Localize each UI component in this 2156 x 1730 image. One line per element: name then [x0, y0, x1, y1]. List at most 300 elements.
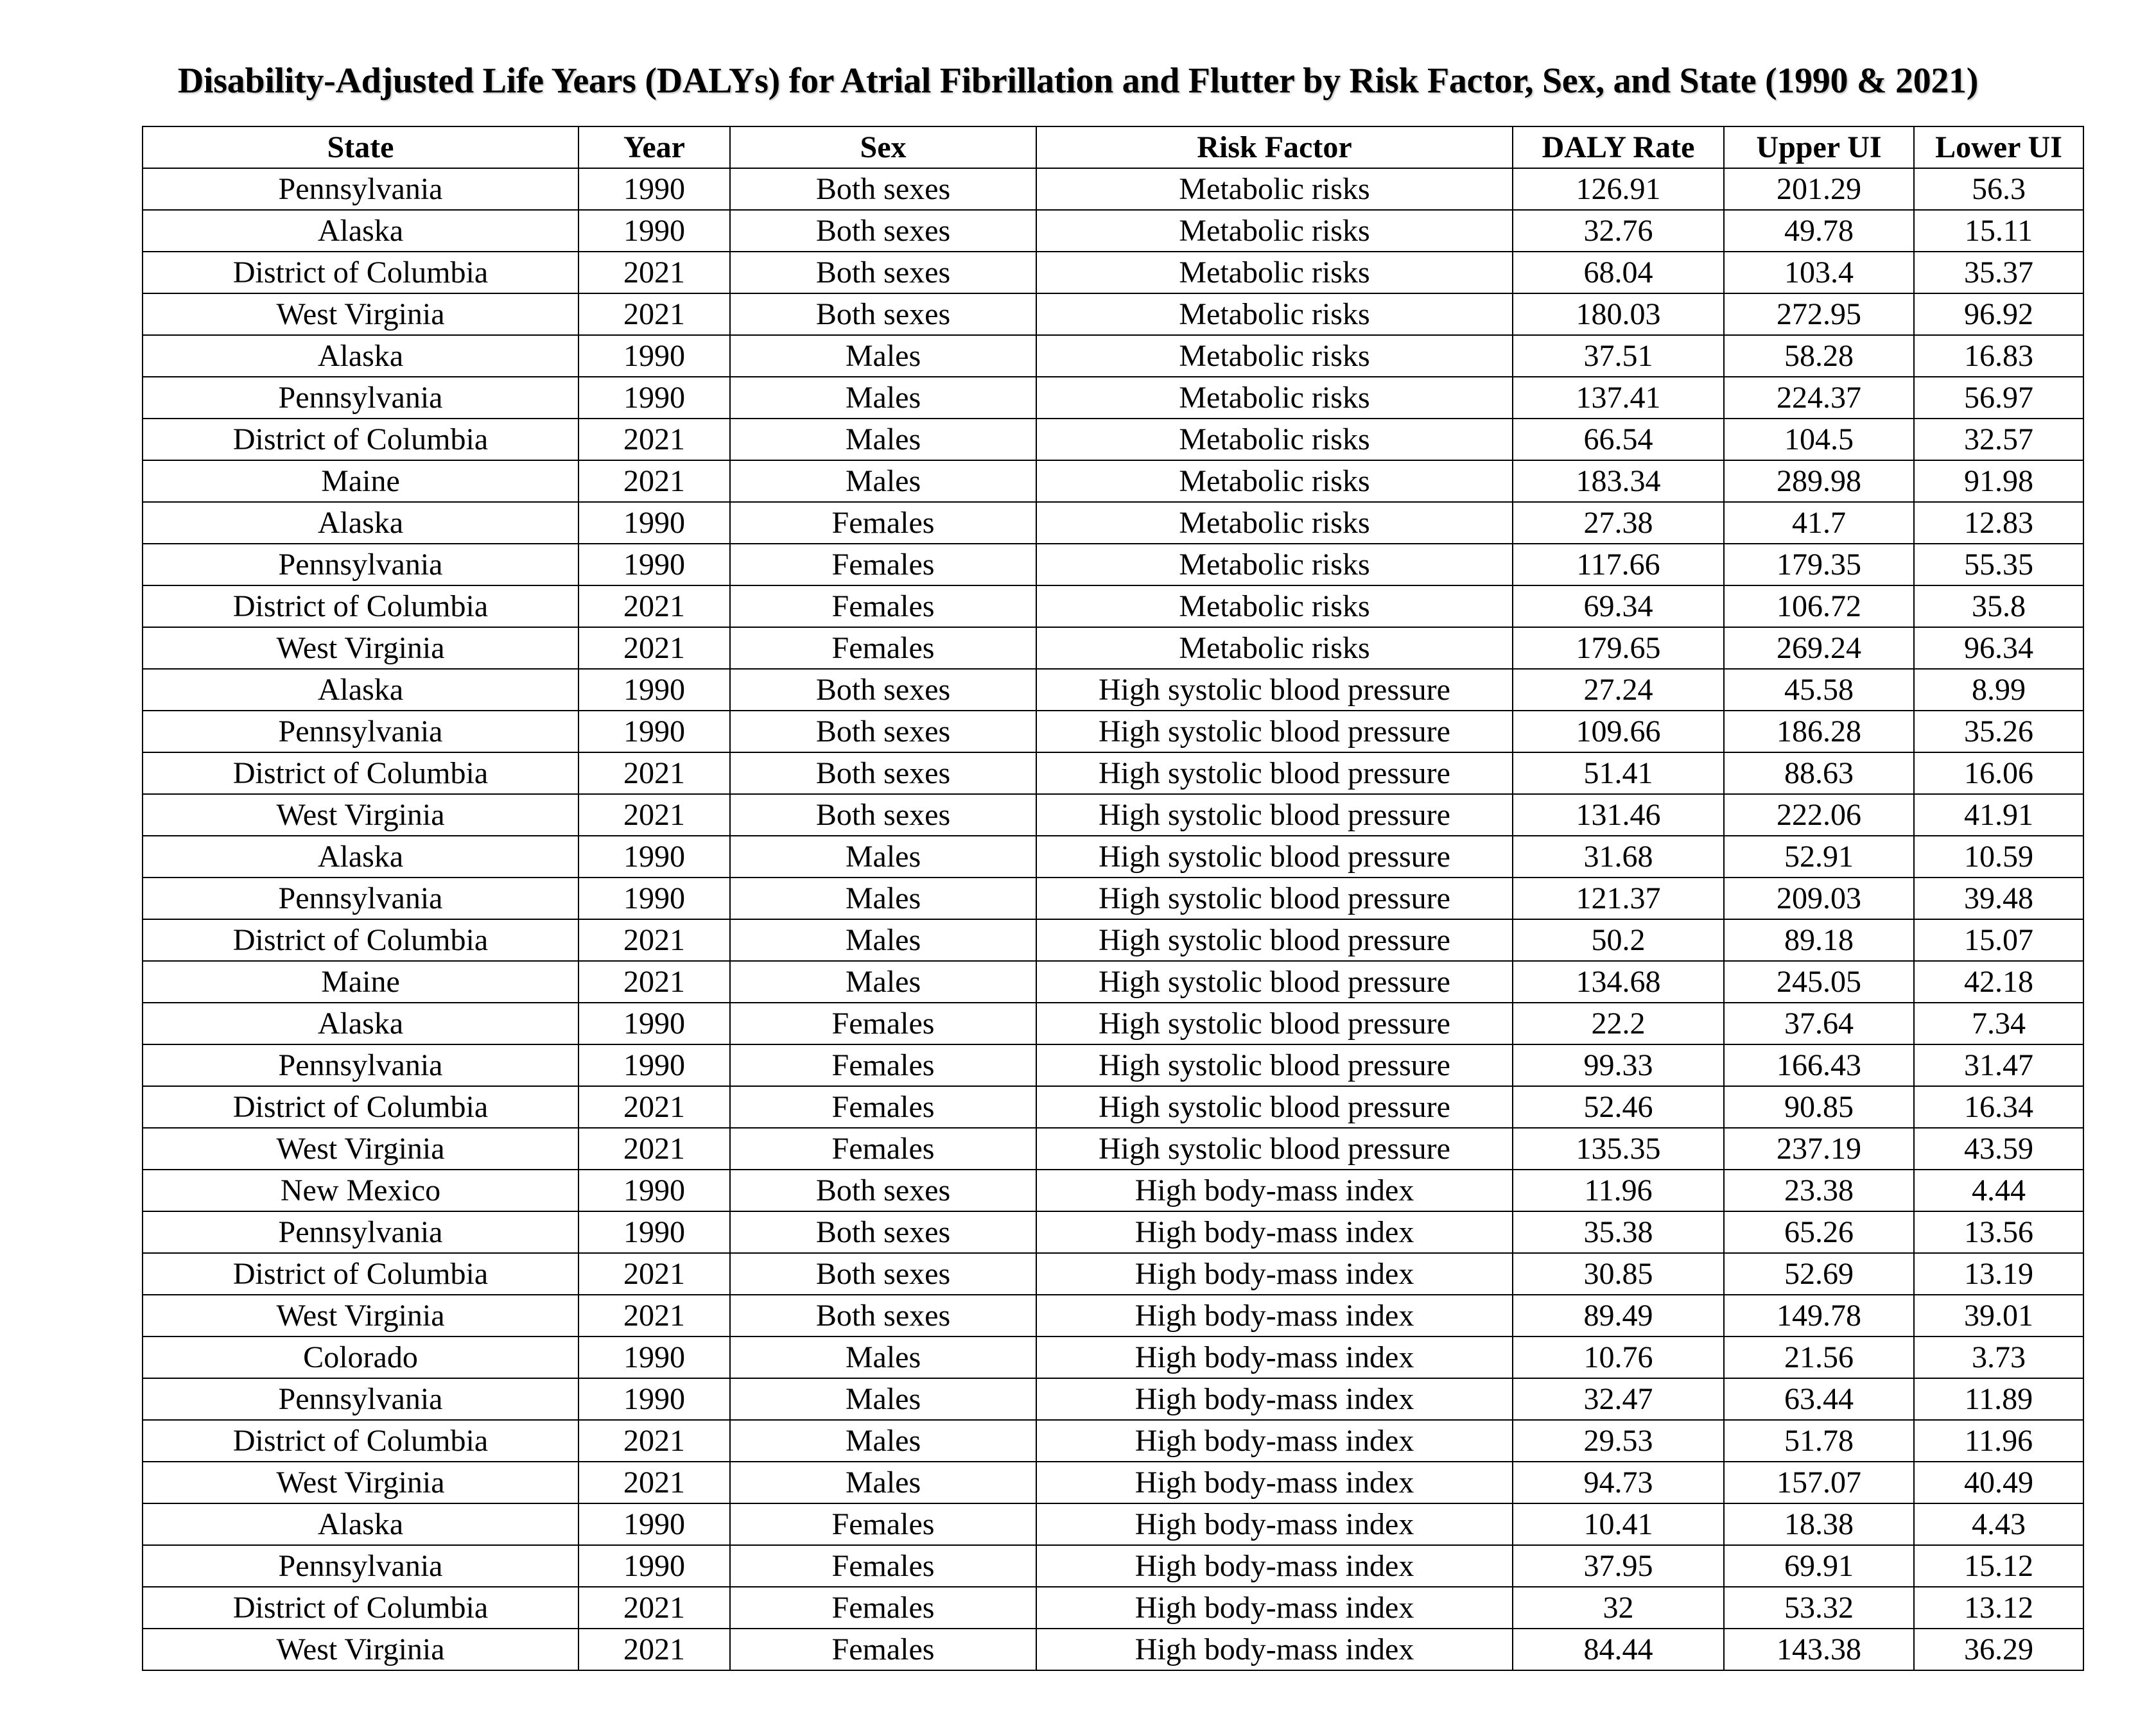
cell-year: 2021	[578, 919, 730, 961]
cell-risk-factor: Metabolic risks	[1036, 544, 1513, 585]
cell-lower-ui: 41.91	[1914, 794, 2083, 836]
cell-risk-factor: Metabolic risks	[1036, 419, 1513, 460]
cell-state: Maine	[143, 961, 578, 1003]
cell-daly-rate: 137.41	[1513, 377, 1724, 419]
cell-risk-factor: High body-mass index	[1036, 1211, 1513, 1253]
header-lower-ui: Lower UI	[1914, 126, 2083, 168]
cell-risk-factor: High body-mass index	[1036, 1378, 1513, 1420]
cell-state: Pennsylvania	[143, 377, 578, 419]
cell-daly-rate: 126.91	[1513, 168, 1724, 210]
cell-state: Pennsylvania	[143, 1545, 578, 1587]
cell-daly-rate: 121.37	[1513, 878, 1724, 919]
header-upper-ui: Upper UI	[1724, 126, 1914, 168]
cell-daly-rate: 84.44	[1513, 1629, 1724, 1670]
cell-year: 1990	[578, 377, 730, 419]
cell-lower-ui: 12.83	[1914, 502, 2083, 544]
cell-sex: Both sexes	[730, 752, 1036, 794]
cell-lower-ui: 16.83	[1914, 335, 2083, 377]
cell-upper-ui: 23.38	[1724, 1170, 1914, 1211]
cell-lower-ui: 31.47	[1914, 1044, 2083, 1086]
cell-year: 1990	[578, 711, 730, 752]
cell-sex: Females	[730, 1587, 1036, 1629]
cell-upper-ui: 21.56	[1724, 1336, 1914, 1378]
table-row	[143, 252, 2083, 293]
cell-upper-ui: 52.69	[1724, 1253, 1914, 1295]
cell-daly-rate: 10.41	[1513, 1503, 1724, 1545]
cell-sex: Females	[730, 585, 1036, 627]
cell-sex: Females	[730, 627, 1036, 669]
cell-lower-ui: 39.48	[1914, 878, 2083, 919]
table-row	[143, 168, 2083, 210]
cell-sex: Both sexes	[730, 1295, 1036, 1336]
cell-state: Pennsylvania	[143, 1044, 578, 1086]
table-body	[143, 168, 2083, 1670]
cell-state: Pennsylvania	[143, 168, 578, 210]
cell-upper-ui: 166.43	[1724, 1044, 1914, 1086]
daly-table	[142, 126, 2084, 1671]
table-row	[143, 1086, 2083, 1128]
cell-state: West Virginia	[143, 627, 578, 669]
table-row	[143, 1629, 2083, 1670]
cell-year: 2021	[578, 1295, 730, 1336]
cell-lower-ui: 15.11	[1914, 210, 2083, 252]
cell-daly-rate: 32	[1513, 1587, 1724, 1629]
cell-risk-factor: High body-mass index	[1036, 1545, 1513, 1587]
cell-year: 1990	[578, 1378, 730, 1420]
cell-lower-ui: 43.59	[1914, 1128, 2083, 1170]
cell-state: Alaska	[143, 1003, 578, 1044]
cell-risk-factor: Metabolic risks	[1036, 627, 1513, 669]
cell-sex: Males	[730, 961, 1036, 1003]
table-row	[143, 1378, 2083, 1420]
header-state: State	[143, 126, 578, 168]
header-sex: Sex	[730, 126, 1036, 168]
table-row	[143, 210, 2083, 252]
cell-sex: Females	[730, 1128, 1036, 1170]
cell-year: 2021	[578, 794, 730, 836]
cell-upper-ui: 289.98	[1724, 460, 1914, 502]
cell-year: 1990	[578, 669, 730, 711]
cell-upper-ui: 53.32	[1724, 1587, 1914, 1629]
cell-risk-factor: Metabolic risks	[1036, 460, 1513, 502]
cell-lower-ui: 96.92	[1914, 293, 2083, 335]
cell-state: Maine	[143, 460, 578, 502]
table-row	[143, 878, 2083, 919]
cell-upper-ui: 269.24	[1724, 627, 1914, 669]
cell-lower-ui: 35.8	[1914, 585, 2083, 627]
cell-lower-ui: 4.44	[1914, 1170, 2083, 1211]
cell-lower-ui: 4.43	[1914, 1503, 2083, 1545]
cell-state: Pennsylvania	[143, 711, 578, 752]
cell-upper-ui: 272.95	[1724, 293, 1914, 335]
cell-upper-ui: 18.38	[1724, 1503, 1914, 1545]
cell-year: 1990	[578, 168, 730, 210]
cell-year: 1990	[578, 502, 730, 544]
cell-state: New Mexico	[143, 1170, 578, 1211]
cell-sex: Males	[730, 1378, 1036, 1420]
cell-state: District of Columbia	[143, 585, 578, 627]
cell-sex: Males	[730, 836, 1036, 878]
table-row	[143, 1420, 2083, 1462]
table-row	[143, 919, 2083, 961]
table-row	[143, 1545, 2083, 1587]
cell-risk-factor: High body-mass index	[1036, 1587, 1513, 1629]
cell-year: 1990	[578, 1545, 730, 1587]
cell-lower-ui: 40.49	[1914, 1462, 2083, 1503]
table-row	[143, 1587, 2083, 1629]
table-row	[143, 460, 2083, 502]
cell-year: 1990	[578, 1170, 730, 1211]
cell-sex: Females	[730, 544, 1036, 585]
cell-upper-ui: 149.78	[1724, 1295, 1914, 1336]
cell-year: 2021	[578, 1629, 730, 1670]
cell-upper-ui: 88.63	[1724, 752, 1914, 794]
cell-risk-factor: High body-mass index	[1036, 1462, 1513, 1503]
cell-sex: Females	[730, 1086, 1036, 1128]
cell-year: 1990	[578, 836, 730, 878]
cell-daly-rate: 109.66	[1513, 711, 1724, 752]
table-row	[143, 627, 2083, 669]
cell-daly-rate: 131.46	[1513, 794, 1724, 836]
cell-lower-ui: 3.73	[1914, 1336, 2083, 1378]
cell-daly-rate: 99.33	[1513, 1044, 1724, 1086]
cell-daly-rate: 30.85	[1513, 1253, 1724, 1295]
cell-year: 2021	[578, 627, 730, 669]
cell-daly-rate: 22.2	[1513, 1003, 1724, 1044]
cell-daly-rate: 27.24	[1513, 669, 1724, 711]
cell-year: 1990	[578, 878, 730, 919]
cell-state: West Virginia	[143, 1629, 578, 1670]
cell-risk-factor: High body-mass index	[1036, 1503, 1513, 1545]
cell-sex: Males	[730, 419, 1036, 460]
cell-upper-ui: 41.7	[1724, 502, 1914, 544]
table-row	[143, 1044, 2083, 1086]
cell-daly-rate: 66.54	[1513, 419, 1724, 460]
cell-upper-ui: 179.35	[1724, 544, 1914, 585]
cell-sex: Both sexes	[730, 293, 1036, 335]
cell-upper-ui: 237.19	[1724, 1128, 1914, 1170]
cell-risk-factor: Metabolic risks	[1036, 585, 1513, 627]
cell-state: District of Columbia	[143, 919, 578, 961]
cell-lower-ui: 7.34	[1914, 1003, 2083, 1044]
cell-risk-factor: High systolic blood pressure	[1036, 919, 1513, 961]
cell-lower-ui: 36.29	[1914, 1629, 2083, 1670]
cell-year: 2021	[578, 419, 730, 460]
cell-year: 2021	[578, 752, 730, 794]
cell-risk-factor: High body-mass index	[1036, 1295, 1513, 1336]
cell-risk-factor: Metabolic risks	[1036, 335, 1513, 377]
cell-risk-factor: Metabolic risks	[1036, 252, 1513, 293]
cell-state: District of Columbia	[143, 1086, 578, 1128]
table-row	[143, 1211, 2083, 1253]
cell-risk-factor: High systolic blood pressure	[1036, 836, 1513, 878]
cell-state: West Virginia	[143, 293, 578, 335]
cell-sex: Males	[730, 1462, 1036, 1503]
cell-risk-factor: High systolic blood pressure	[1036, 752, 1513, 794]
page-title: Disability-Adjusted Life Years (DALYs) for Atrial Fibrillation and Flutter by Risk Factor, Sex, and State (1990 & 2021)	[177, 60, 1979, 101]
cell-state: Pennsylvania	[143, 544, 578, 585]
cell-daly-rate: 51.41	[1513, 752, 1724, 794]
cell-daly-rate: 29.53	[1513, 1420, 1724, 1462]
cell-upper-ui: 106.72	[1724, 585, 1914, 627]
cell-lower-ui: 16.34	[1914, 1086, 2083, 1128]
cell-sex: Males	[730, 1420, 1036, 1462]
cell-sex: Both sexes	[730, 168, 1036, 210]
cell-state: Pennsylvania	[143, 1378, 578, 1420]
cell-sex: Males	[730, 919, 1036, 961]
table-row	[143, 502, 2083, 544]
cell-year: 2021	[578, 1128, 730, 1170]
cell-year: 1990	[578, 1503, 730, 1545]
table-row	[143, 293, 2083, 335]
cell-lower-ui: 15.12	[1914, 1545, 2083, 1587]
cell-sex: Females	[730, 1629, 1036, 1670]
cell-upper-ui: 65.26	[1724, 1211, 1914, 1253]
cell-upper-ui: 45.58	[1724, 669, 1914, 711]
cell-risk-factor: High systolic blood pressure	[1036, 878, 1513, 919]
table-row	[143, 1253, 2083, 1295]
cell-year: 2021	[578, 1462, 730, 1503]
cell-risk-factor: High body-mass index	[1036, 1170, 1513, 1211]
cell-lower-ui: 91.98	[1914, 460, 2083, 502]
cell-sex: Males	[730, 878, 1036, 919]
cell-daly-rate: 94.73	[1513, 1462, 1724, 1503]
table-row	[143, 1336, 2083, 1378]
cell-year: 2021	[578, 585, 730, 627]
cell-daly-rate: 52.46	[1513, 1086, 1724, 1128]
cell-year: 2021	[578, 1086, 730, 1128]
cell-upper-ui: 51.78	[1724, 1420, 1914, 1462]
cell-year: 1990	[578, 210, 730, 252]
cell-risk-factor: High systolic blood pressure	[1036, 711, 1513, 752]
cell-lower-ui: 13.56	[1914, 1211, 2083, 1253]
cell-daly-rate: 68.04	[1513, 252, 1724, 293]
cell-state: Colorado	[143, 1336, 578, 1378]
cell-state: District of Columbia	[143, 752, 578, 794]
cell-sex: Females	[730, 502, 1036, 544]
cell-upper-ui: 58.28	[1724, 335, 1914, 377]
cell-daly-rate: 117.66	[1513, 544, 1724, 585]
cell-sex: Both sexes	[730, 252, 1036, 293]
cell-sex: Males	[730, 377, 1036, 419]
cell-daly-rate: 134.68	[1513, 961, 1724, 1003]
cell-lower-ui: 10.59	[1914, 836, 2083, 878]
cell-year: 2021	[578, 1253, 730, 1295]
cell-year: 1990	[578, 544, 730, 585]
cell-lower-ui: 56.97	[1914, 377, 2083, 419]
cell-risk-factor: Metabolic risks	[1036, 377, 1513, 419]
cell-upper-ui: 52.91	[1724, 836, 1914, 878]
table-row	[143, 711, 2083, 752]
table-row	[143, 1128, 2083, 1170]
cell-daly-rate: 10.76	[1513, 1336, 1724, 1378]
cell-daly-rate: 89.49	[1513, 1295, 1724, 1336]
table-row	[143, 794, 2083, 836]
cell-daly-rate: 11.96	[1513, 1170, 1724, 1211]
cell-risk-factor: High body-mass index	[1036, 1420, 1513, 1462]
table-row	[143, 1503, 2083, 1545]
cell-sex: Females	[730, 1044, 1036, 1086]
cell-risk-factor: High systolic blood pressure	[1036, 961, 1513, 1003]
cell-sex: Both sexes	[730, 1170, 1036, 1211]
cell-daly-rate: 183.34	[1513, 460, 1724, 502]
cell-upper-ui: 224.37	[1724, 377, 1914, 419]
cell-lower-ui: 32.57	[1914, 419, 2083, 460]
cell-year: 1990	[578, 1003, 730, 1044]
cell-state: Alaska	[143, 502, 578, 544]
cell-state: District of Columbia	[143, 1587, 578, 1629]
cell-year: 1990	[578, 1211, 730, 1253]
cell-state: West Virginia	[143, 794, 578, 836]
cell-sex: Females	[730, 1503, 1036, 1545]
cell-sex: Both sexes	[730, 210, 1036, 252]
cell-year: 1990	[578, 1336, 730, 1378]
cell-daly-rate: 37.51	[1513, 335, 1724, 377]
cell-upper-ui: 69.91	[1724, 1545, 1914, 1587]
cell-risk-factor: High systolic blood pressure	[1036, 794, 1513, 836]
cell-risk-factor: Metabolic risks	[1036, 502, 1513, 544]
cell-risk-factor: High systolic blood pressure	[1036, 1044, 1513, 1086]
cell-lower-ui: 11.89	[1914, 1378, 2083, 1420]
cell-state: District of Columbia	[143, 1420, 578, 1462]
cell-daly-rate: 50.2	[1513, 919, 1724, 961]
cell-daly-rate: 35.38	[1513, 1211, 1724, 1253]
cell-sex: Males	[730, 1336, 1036, 1378]
cell-risk-factor: High body-mass index	[1036, 1253, 1513, 1295]
cell-upper-ui: 63.44	[1724, 1378, 1914, 1420]
table-row	[143, 669, 2083, 711]
cell-risk-factor: Metabolic risks	[1036, 210, 1513, 252]
cell-state: Pennsylvania	[143, 878, 578, 919]
cell-risk-factor: Metabolic risks	[1036, 168, 1513, 210]
cell-sex: Both sexes	[730, 1211, 1036, 1253]
cell-upper-ui: 37.64	[1724, 1003, 1914, 1044]
table-row	[143, 1003, 2083, 1044]
cell-state: Alaska	[143, 669, 578, 711]
cell-sex: Both sexes	[730, 1253, 1036, 1295]
cell-lower-ui: 35.26	[1914, 711, 2083, 752]
cell-lower-ui: 16.06	[1914, 752, 2083, 794]
cell-upper-ui: 186.28	[1724, 711, 1914, 752]
table-header	[143, 126, 2083, 168]
cell-risk-factor: High body-mass index	[1036, 1336, 1513, 1378]
cell-year: 2021	[578, 961, 730, 1003]
cell-lower-ui: 56.3	[1914, 168, 2083, 210]
cell-state: Alaska	[143, 210, 578, 252]
cell-state: Alaska	[143, 1503, 578, 1545]
cell-daly-rate: 32.47	[1513, 1378, 1724, 1420]
cell-upper-ui: 245.05	[1724, 961, 1914, 1003]
table-row	[143, 961, 2083, 1003]
table-row	[143, 836, 2083, 878]
cell-year: 2021	[578, 460, 730, 502]
table-row	[143, 1462, 2083, 1503]
cell-year: 1990	[578, 1044, 730, 1086]
cell-state: West Virginia	[143, 1462, 578, 1503]
table-row	[143, 1295, 2083, 1336]
cell-state: Alaska	[143, 335, 578, 377]
cell-sex: Both sexes	[730, 794, 1036, 836]
cell-lower-ui: 42.18	[1914, 961, 2083, 1003]
cell-year: 2021	[578, 1420, 730, 1462]
cell-lower-ui: 13.12	[1914, 1587, 2083, 1629]
cell-risk-factor: High systolic blood pressure	[1036, 1003, 1513, 1044]
cell-upper-ui: 222.06	[1724, 794, 1914, 836]
cell-state: West Virginia	[143, 1295, 578, 1336]
cell-upper-ui: 49.78	[1724, 210, 1914, 252]
cell-sex: Both sexes	[730, 669, 1036, 711]
cell-lower-ui: 11.96	[1914, 1420, 2083, 1462]
cell-lower-ui: 13.19	[1914, 1253, 2083, 1295]
cell-risk-factor: High systolic blood pressure	[1036, 1128, 1513, 1170]
table-row	[143, 544, 2083, 585]
cell-state: District of Columbia	[143, 419, 578, 460]
cell-upper-ui: 104.5	[1724, 419, 1914, 460]
header-risk-factor: Risk Factor	[1036, 126, 1513, 168]
cell-sex: Males	[730, 460, 1036, 502]
cell-year: 2021	[578, 293, 730, 335]
cell-risk-factor: High body-mass index	[1036, 1629, 1513, 1670]
cell-upper-ui: 90.85	[1724, 1086, 1914, 1128]
table-row	[143, 377, 2083, 419]
cell-daly-rate: 69.34	[1513, 585, 1724, 627]
cell-daly-rate: 135.35	[1513, 1128, 1724, 1170]
header-daly-rate: DALY Rate	[1513, 126, 1724, 168]
cell-state: District of Columbia	[143, 1253, 578, 1295]
cell-daly-rate: 179.65	[1513, 627, 1724, 669]
cell-upper-ui: 89.18	[1724, 919, 1914, 961]
cell-upper-ui: 209.03	[1724, 878, 1914, 919]
cell-sex: Females	[730, 1545, 1036, 1587]
cell-state: District of Columbia	[143, 252, 578, 293]
cell-upper-ui: 143.38	[1724, 1629, 1914, 1670]
table-row	[143, 585, 2083, 627]
table-row	[143, 1170, 2083, 1211]
cell-daly-rate: 180.03	[1513, 293, 1724, 335]
cell-risk-factor: Metabolic risks	[1036, 293, 1513, 335]
cell-lower-ui: 39.01	[1914, 1295, 2083, 1336]
header-row	[143, 126, 2083, 168]
cell-daly-rate: 31.68	[1513, 836, 1724, 878]
cell-lower-ui: 8.99	[1914, 669, 2083, 711]
cell-state: Alaska	[143, 836, 578, 878]
cell-lower-ui: 55.35	[1914, 544, 2083, 585]
cell-sex: Males	[730, 335, 1036, 377]
table-row	[143, 752, 2083, 794]
cell-risk-factor: High systolic blood pressure	[1036, 669, 1513, 711]
cell-risk-factor: High systolic blood pressure	[1036, 1086, 1513, 1128]
cell-year: 1990	[578, 335, 730, 377]
cell-year: 2021	[578, 252, 730, 293]
cell-daly-rate: 27.38	[1513, 502, 1724, 544]
cell-daly-rate: 37.95	[1513, 1545, 1724, 1587]
table-row	[143, 419, 2083, 460]
cell-upper-ui: 201.29	[1724, 168, 1914, 210]
cell-lower-ui: 96.34	[1914, 627, 2083, 669]
cell-state: West Virginia	[143, 1128, 578, 1170]
cell-state: Pennsylvania	[143, 1211, 578, 1253]
cell-lower-ui: 15.07	[1914, 919, 2083, 961]
cell-year: 2021	[578, 1587, 730, 1629]
cell-lower-ui: 35.37	[1914, 252, 2083, 293]
cell-upper-ui: 157.07	[1724, 1462, 1914, 1503]
table-row	[143, 335, 2083, 377]
cell-sex: Females	[730, 1003, 1036, 1044]
cell-sex: Both sexes	[730, 711, 1036, 752]
cell-upper-ui: 103.4	[1724, 252, 1914, 293]
header-year: Year	[578, 126, 730, 168]
cell-daly-rate: 32.76	[1513, 210, 1724, 252]
